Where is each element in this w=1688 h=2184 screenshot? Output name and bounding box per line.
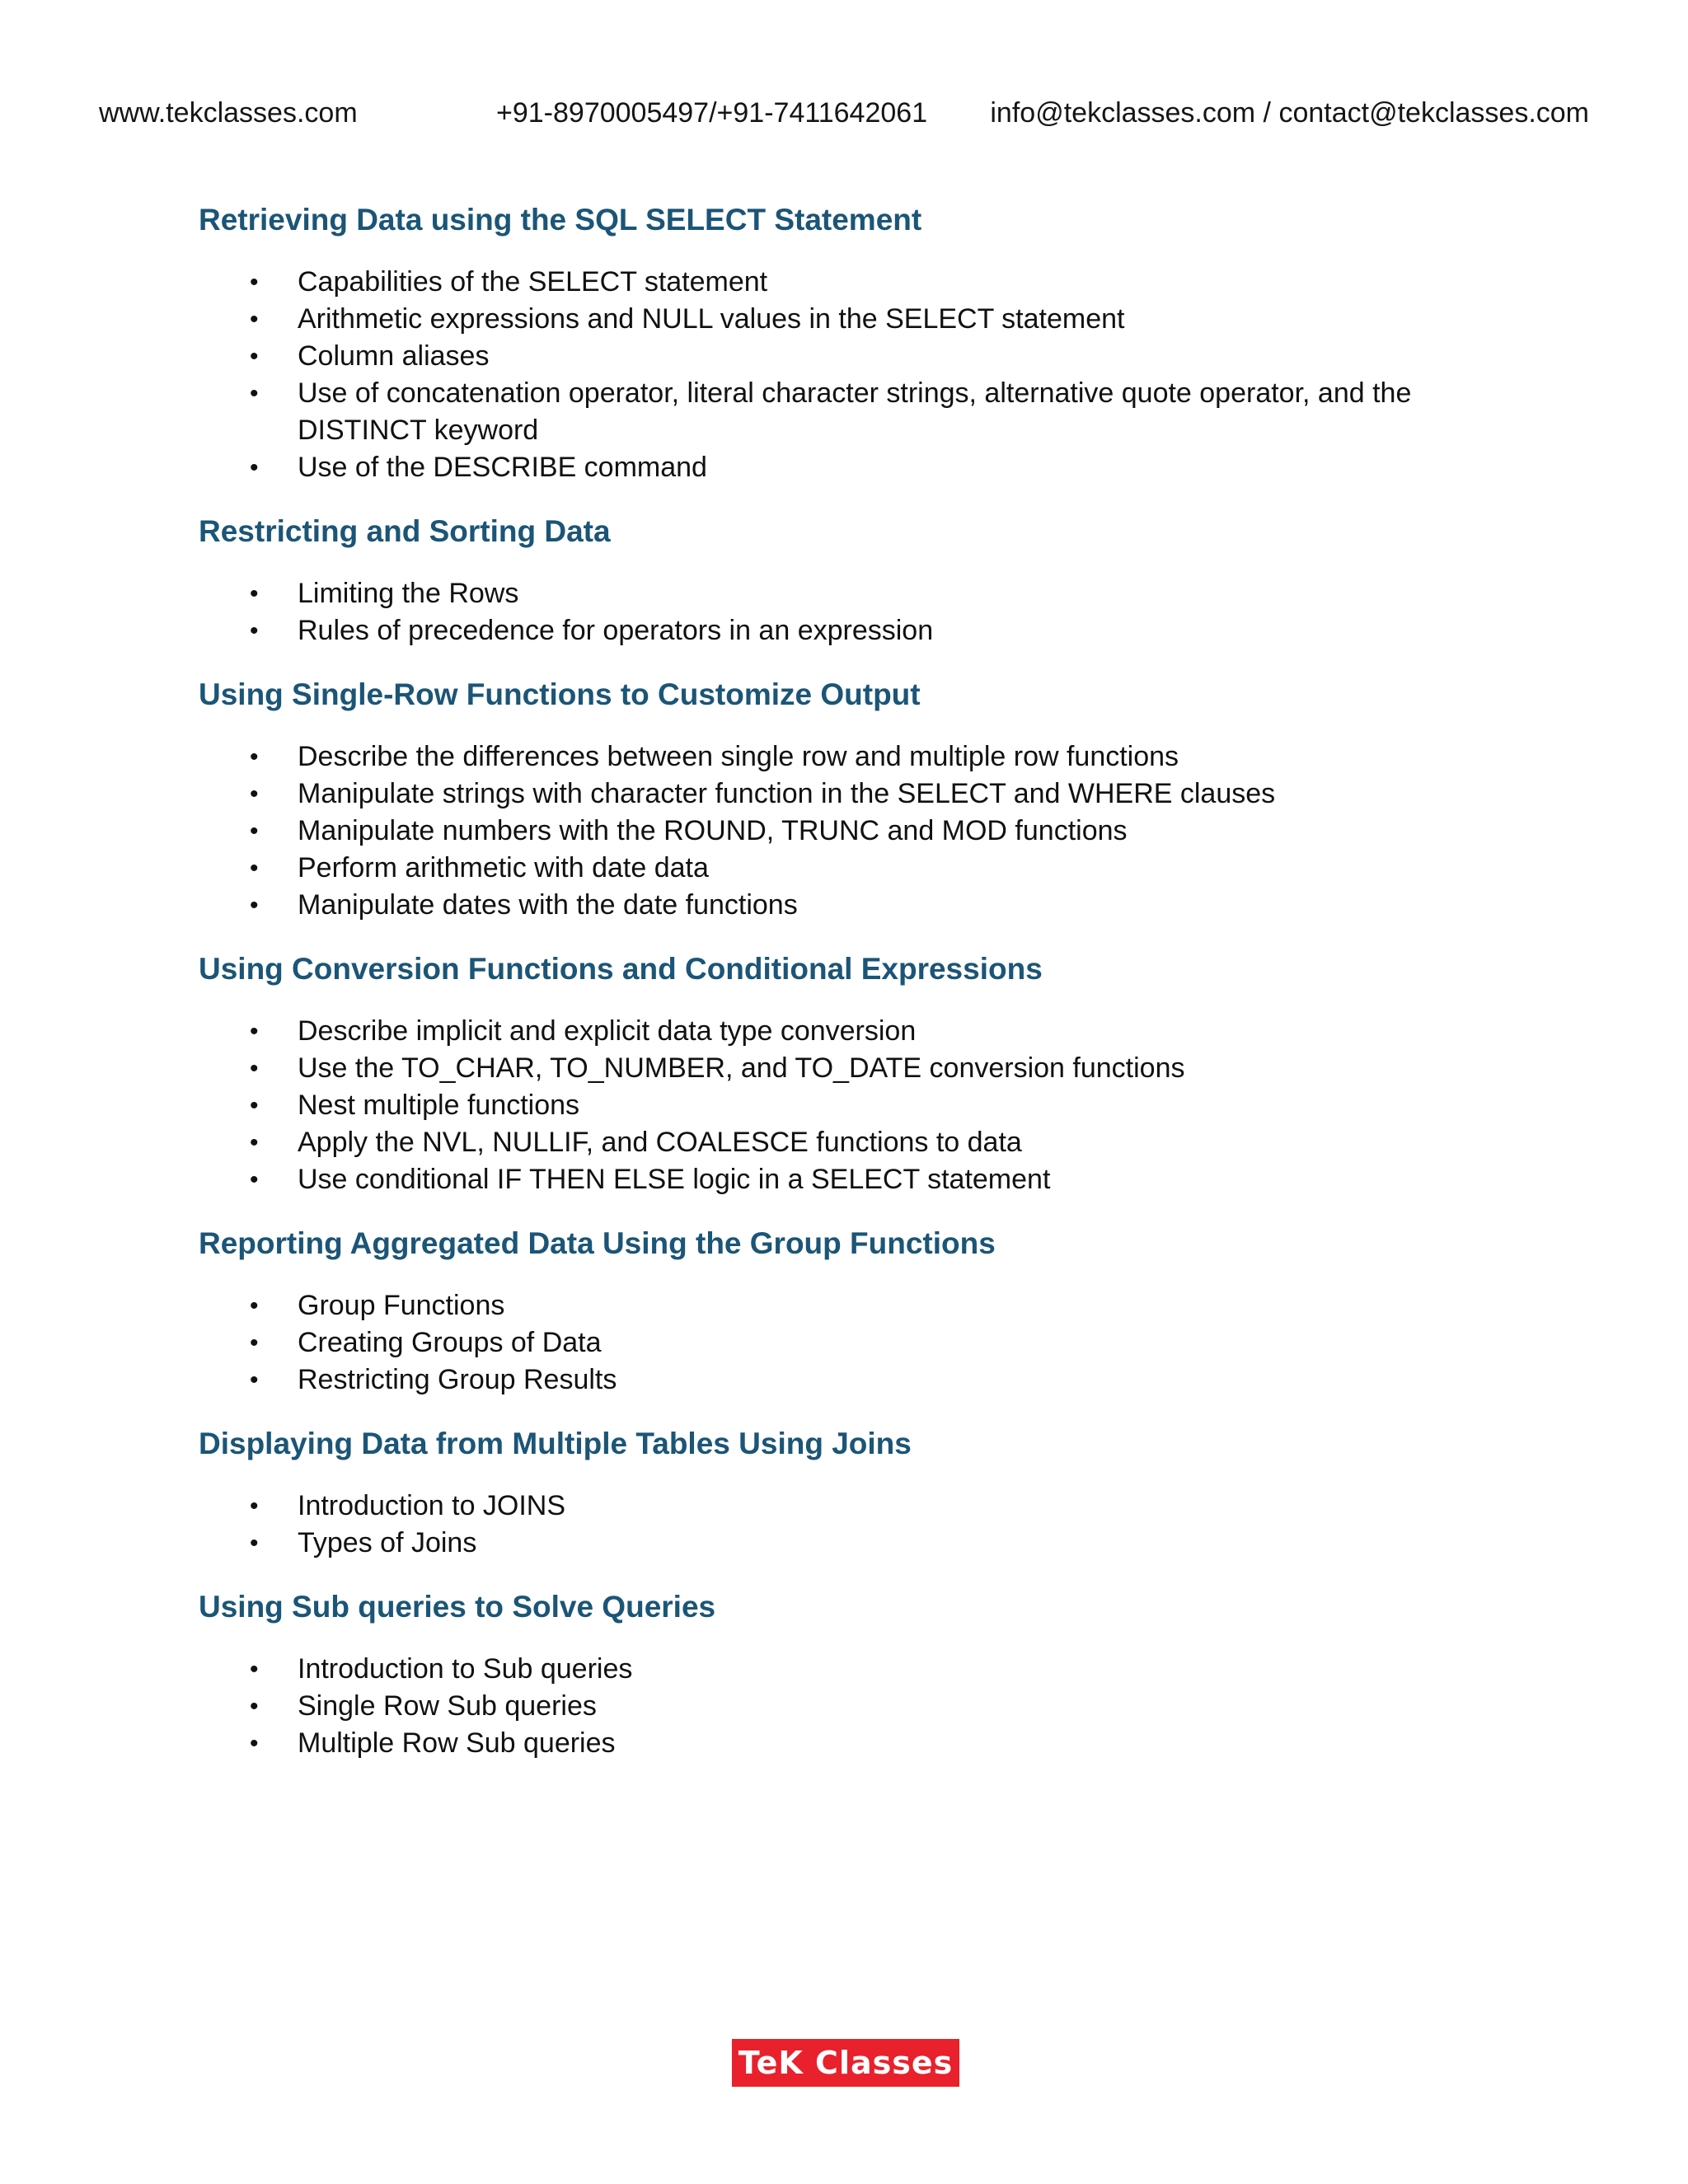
phone-numbers: +91-8970005497/+91-7411642061 bbox=[496, 97, 928, 129]
bullet-list bbox=[199, 1488, 1517, 1562]
section-title: Using Sub queries to Solve Queries bbox=[199, 1590, 716, 1624]
list-item: • Limiting the Rows bbox=[199, 575, 1517, 612]
list-item: • Capabilities of the SELECT statement bbox=[199, 264, 1517, 301]
list-item: • Creating Groups of Data bbox=[199, 1324, 1517, 1361]
bullet-list bbox=[199, 738, 1517, 924]
list-item: • Manipulate dates with the date functions bbox=[199, 887, 1517, 924]
bullet-icon: • bbox=[250, 269, 259, 296]
bullet-list bbox=[199, 575, 1517, 649]
bullet-icon: • bbox=[250, 617, 259, 644]
bullet-list bbox=[199, 264, 1517, 486]
bullet-icon: • bbox=[250, 1018, 259, 1045]
list-item: • Manipulate strings with character function in the SELECT and WHERE clauses bbox=[199, 776, 1517, 813]
section bbox=[199, 509, 1517, 649]
list-item: • Use of the DESCRIBE command bbox=[199, 449, 1517, 486]
bullet-icon: • bbox=[250, 892, 259, 919]
course-outline bbox=[199, 198, 1517, 1762]
section-title: Using Single-Row Functions to Customize Output bbox=[199, 677, 921, 711]
bullet-icon: • bbox=[250, 1493, 259, 1520]
section bbox=[199, 673, 1517, 924]
list-item: • Arithmetic expressions and NULL values in the SELECT statement bbox=[199, 301, 1517, 338]
bullet-icon: • bbox=[250, 306, 259, 333]
list-item: • Multiple Row Sub queries bbox=[199, 1725, 1517, 1762]
bullet-icon: • bbox=[250, 1730, 259, 1757]
list-item: • Nest multiple functions bbox=[199, 1087, 1517, 1124]
list-item: • Group Functions bbox=[199, 1287, 1517, 1324]
bullet-icon: • bbox=[250, 780, 259, 808]
list-item: • Describe the differences between single row and multiple row functions bbox=[199, 738, 1517, 776]
bullet-icon: • bbox=[250, 1656, 259, 1683]
list-item: • Perform arithmetic with date data bbox=[199, 850, 1517, 887]
bullet-icon: • bbox=[250, 343, 259, 370]
section bbox=[199, 1585, 1517, 1762]
section bbox=[199, 1422, 1517, 1562]
list-item: • Use of concatenation operator, literal character strings, alternative quote operator, and the DISTINCT keyword bbox=[199, 375, 1517, 449]
section-title: Retrieving Data using the SQL SELECT Statement bbox=[199, 203, 922, 237]
section-title: Restricting and Sorting Data bbox=[199, 514, 611, 548]
bullet-icon: • bbox=[250, 454, 259, 481]
section bbox=[199, 1221, 1517, 1399]
bullet-icon: • bbox=[250, 1166, 259, 1193]
bullet-icon: • bbox=[250, 1693, 259, 1720]
website-link[interactable]: www.tekclasses.com bbox=[99, 97, 358, 129]
list-item: • Introduction to JOINS bbox=[199, 1488, 1517, 1525]
bullet-icon: • bbox=[250, 743, 259, 771]
section bbox=[199, 947, 1517, 1198]
bullet-icon: • bbox=[250, 1292, 259, 1319]
list-item: • Column aliases bbox=[199, 338, 1517, 375]
bullet-icon: • bbox=[250, 1329, 259, 1357]
bullet-icon: • bbox=[250, 1530, 259, 1557]
list-item: • Manipulate numbers with the ROUND, TRUNC and MOD functions bbox=[199, 813, 1517, 850]
bullet-icon: • bbox=[250, 1055, 259, 1082]
section-title: Reporting Aggregated Data Using the Group Functions bbox=[199, 1226, 996, 1260]
email-addresses[interactable]: info@tekclasses.com / contact@tekclasses.com bbox=[990, 97, 1589, 129]
section-title: Displaying Data from Multiple Tables Using Joins bbox=[199, 1427, 912, 1460]
list-item: • Use the TO_CHAR, TO_NUMBER, and TO_DATE conversion functions bbox=[199, 1050, 1517, 1087]
section-title: Using Conversion Functions and Conditional Expressions bbox=[199, 952, 1043, 986]
tek-classes-logo: TeK Classes bbox=[732, 2039, 959, 2087]
list-item: • Use conditional IF THEN ELSE logic in a SELECT statement bbox=[199, 1161, 1517, 1198]
bullet-list bbox=[199, 1013, 1517, 1198]
bullet-list bbox=[199, 1651, 1517, 1762]
section bbox=[199, 198, 1517, 486]
bullet-list bbox=[199, 1287, 1517, 1399]
list-item: • Single Row Sub queries bbox=[199, 1688, 1517, 1725]
bullet-icon: • bbox=[250, 1366, 259, 1394]
list-item: • Apply the NVL, NULLIF, and COALESCE functions to data bbox=[199, 1124, 1517, 1161]
list-item: • Rules of precedence for operators in an expression bbox=[199, 612, 1517, 649]
list-item: • Describe implicit and explicit data type conversion bbox=[199, 1013, 1517, 1050]
list-item: • Types of Joins bbox=[199, 1525, 1517, 1562]
bullet-icon: • bbox=[250, 380, 259, 407]
page-header bbox=[99, 97, 1589, 134]
bullet-icon: • bbox=[250, 580, 259, 607]
list-item: • Introduction to Sub queries bbox=[199, 1651, 1517, 1688]
bullet-icon: • bbox=[250, 1092, 259, 1119]
bullet-icon: • bbox=[250, 1129, 259, 1156]
bullet-icon: • bbox=[250, 818, 259, 845]
bullet-icon: • bbox=[250, 855, 259, 882]
list-item: • Restricting Group Results bbox=[199, 1361, 1517, 1399]
